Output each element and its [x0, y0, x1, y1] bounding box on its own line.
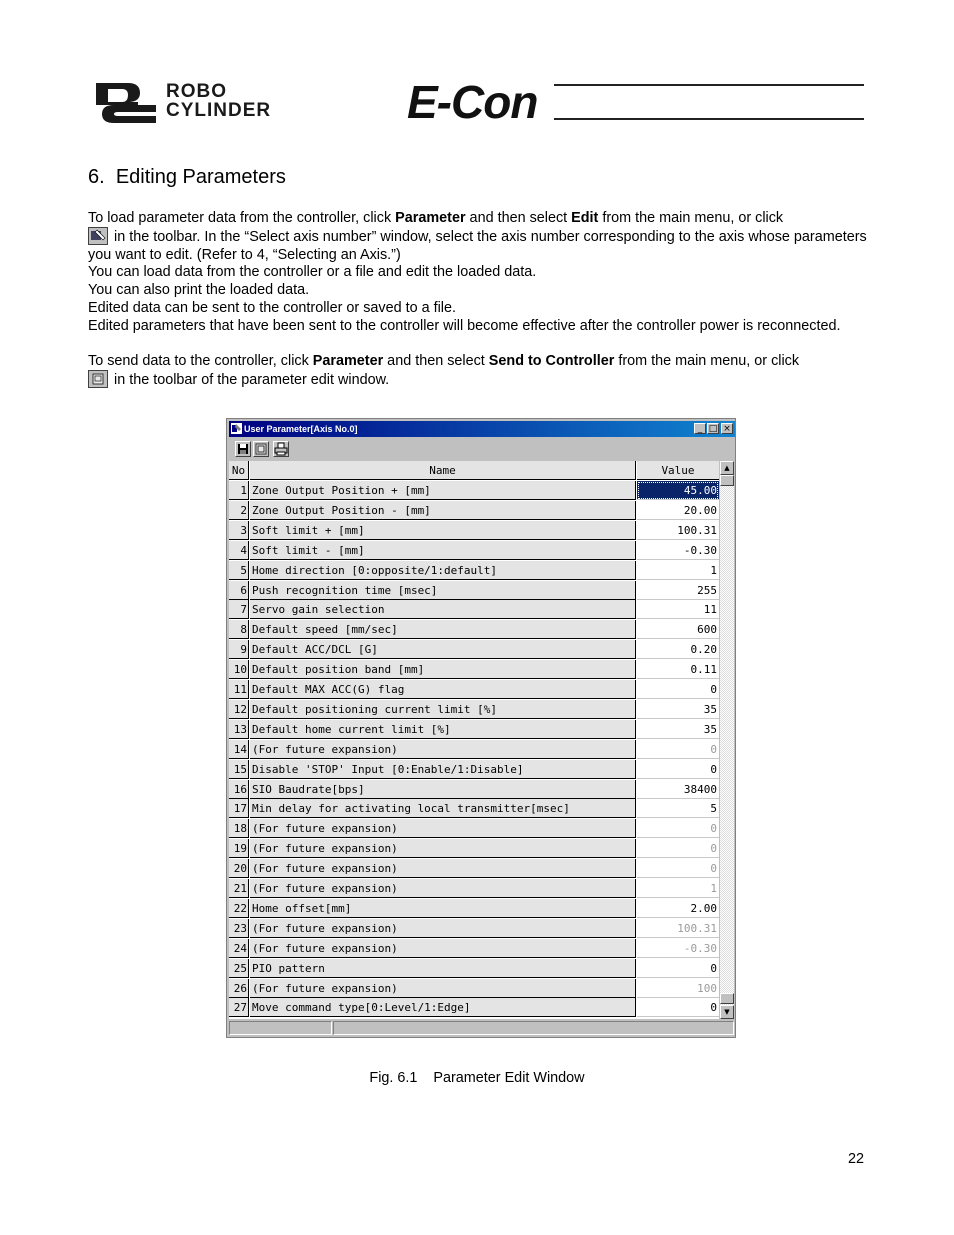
parameter-name: Disable 'STOP' Input [0:Enable/1:Disable] [250, 760, 636, 779]
parameter-value[interactable]: 0.11 [637, 660, 719, 679]
parameter-value[interactable]: 600 [637, 620, 719, 639]
parameter-value[interactable]: -0.30 [637, 541, 719, 560]
paragraph-load-edit: You can load data from the controller or a file and edit the loaded data. [88, 264, 537, 280]
parameter-name: Default home current limit [%] [250, 720, 636, 739]
scroll-down-button[interactable]: ▼ [720, 1005, 734, 1019]
table-row[interactable] [229, 581, 719, 601]
parameter-name: Default positioning current limit [%] [250, 700, 636, 719]
parameter-name: PIO pattern [250, 959, 636, 978]
row-number: 18 [229, 819, 249, 838]
app-icon [231, 423, 242, 434]
send-to-controller-icon [254, 442, 268, 456]
paragraph-effective: Edited parameters that have been sent to the controller will become effective after the controller power is reconnected. [88, 318, 841, 334]
parameter-name: (For future expansion) [250, 939, 636, 958]
row-number: 26 [229, 979, 249, 998]
parameter-value[interactable]: 1 [637, 561, 719, 580]
row-number: 9 [229, 640, 249, 659]
vertical-scrollbar[interactable] [720, 461, 734, 1019]
table-row[interactable] [229, 799, 719, 819]
parameter-name: (For future expansion) [250, 740, 636, 759]
parameter-table [229, 461, 719, 1019]
row-number: 5 [229, 561, 249, 580]
parameter-name: (For future expansion) [250, 819, 636, 838]
parameter-name: Default position band [mm] [250, 660, 636, 679]
table-row[interactable] [229, 501, 719, 521]
print-button[interactable] [273, 441, 289, 457]
header-rule-top [554, 84, 864, 86]
row-number: 12 [229, 700, 249, 719]
parameter-name: Soft limit - [mm] [250, 541, 636, 560]
save-button[interactable] [235, 441, 251, 457]
row-number: 25 [229, 959, 249, 978]
row-number: 1 [229, 481, 249, 500]
close-button[interactable]: × [721, 423, 733, 434]
parameter-name: Default ACC/DCL [G] [250, 640, 636, 659]
table-row[interactable] [229, 979, 719, 999]
table-header [229, 461, 719, 481]
table-row[interactable] [229, 939, 719, 959]
table-row[interactable] [229, 899, 719, 919]
parameter-name: Zone Output Position + [mm] [250, 481, 636, 500]
parameter-value[interactable]: 0.20 [637, 640, 719, 659]
send-to-controller-button[interactable] [253, 441, 269, 457]
row-number: 3 [229, 521, 249, 540]
row-number: 13 [229, 720, 249, 739]
table-row[interactable] [229, 521, 719, 541]
header-rule-bottom [554, 118, 864, 120]
row-number: 14 [229, 740, 249, 759]
parameter-name: (For future expansion) [250, 919, 636, 938]
parameter-value[interactable]: 0 [637, 680, 719, 699]
minimize-button[interactable]: _ [694, 423, 706, 434]
parameter-name: (For future expansion) [250, 859, 636, 878]
row-number: 27 [229, 998, 249, 1017]
table-row[interactable] [229, 819, 719, 839]
parameter-value[interactable]: 0 [637, 959, 719, 978]
parameter-name: Servo gain selection [250, 600, 636, 619]
parameter-value[interactable]: 11 [637, 600, 719, 619]
parameter-value[interactable]: 100 [637, 979, 719, 998]
parameter-value[interactable]: 45.00 [637, 481, 719, 500]
window-title: User Parameter[Axis No.0] [244, 424, 358, 434]
status-bar-pane-1 [229, 1021, 332, 1035]
table-row[interactable] [229, 740, 719, 760]
parameter-value[interactable]: 35 [637, 720, 719, 739]
robo-cylinder-wordmark: ROBO CYLINDER [166, 81, 272, 121]
parameter-value[interactable]: 100.31 [637, 521, 719, 540]
status-bar-pane-2 [333, 1021, 734, 1035]
row-number: 16 [229, 780, 249, 799]
scroll-thumb[interactable] [720, 475, 734, 486]
table-row[interactable] [229, 660, 719, 680]
parameter-name: (For future expansion) [250, 839, 636, 858]
table-row[interactable] [229, 541, 719, 561]
parameter-value[interactable]: 100.31 [637, 919, 719, 938]
table-row[interactable] [229, 720, 719, 740]
column-header-name[interactable]: Name [250, 461, 636, 480]
paragraph-print: You can also print the loaded data. [88, 282, 310, 298]
row-number: 20 [229, 859, 249, 878]
parameter-value[interactable]: 5 [637, 799, 719, 818]
table-row[interactable] [229, 959, 719, 979]
figure-caption: Fig. 6.1 Parameter Edit Window [369, 1070, 585, 1086]
table-row[interactable] [229, 859, 719, 879]
table-row[interactable] [229, 640, 719, 660]
parameter-value[interactable]: 2.00 [637, 899, 719, 918]
row-number: 8 [229, 620, 249, 639]
row-number: 24 [229, 939, 249, 958]
parameter-name: Zone Output Position - [mm] [250, 501, 636, 520]
parameter-value[interactable]: 38400 [637, 780, 719, 799]
column-header-value[interactable]: Value [637, 461, 719, 480]
parameter-value[interactable]: 1 [637, 879, 719, 898]
parameter-value[interactable]: 0 [637, 839, 719, 858]
table-row[interactable] [229, 919, 719, 939]
table-row[interactable] [229, 620, 719, 640]
scroll-up-button[interactable]: ▲ [720, 461, 734, 475]
parameter-value[interactable]: -0.30 [637, 939, 719, 958]
send-to-controller-icon [88, 370, 108, 388]
scroll-thumb-lower[interactable] [720, 993, 734, 1004]
section-heading: 6. Editing Parameters [88, 166, 286, 188]
row-number: 21 [229, 879, 249, 898]
parameter-value[interactable]: 0 [637, 819, 719, 838]
table-row[interactable] [229, 561, 719, 581]
parameter-name: Soft limit + [mm] [250, 521, 636, 540]
table-row[interactable] [229, 680, 719, 700]
parameter-name: Push recognition time [msec] [250, 581, 636, 600]
paragraph-load: To load parameter data from the controller, click Parameter and then select Edit from the main menu, or click in the toolbar. In the “Select axis number” window, select the axis number corresponding to the axis whose parameters you want to edit. (Refer to 4, “Selecting an Axis.”) [88, 210, 867, 263]
row-number: 7 [229, 600, 249, 619]
parameter-value[interactable]: 255 [637, 581, 719, 600]
print-icon [274, 442, 288, 456]
parameter-value[interactable]: 0 [637, 760, 719, 779]
edit-parameter-icon [88, 227, 108, 245]
parameter-value[interactable]: 0 [637, 998, 719, 1017]
paragraph-send: To send data to the controller, click Parameter and then select Send to Controller from the main menu, or click in the toolbar of the parameter edit window. [88, 353, 800, 388]
table-row[interactable] [229, 700, 719, 720]
parameter-value[interactable]: 20.00 [637, 501, 719, 520]
row-number: 23 [229, 919, 249, 938]
row-number: 10 [229, 660, 249, 679]
parameter-name: Default MAX ACC(G) flag [250, 680, 636, 699]
table-row[interactable] [229, 760, 719, 780]
maximize-button[interactable]: □ [708, 424, 718, 434]
paragraph-send-save: Edited data can be sent to the controller or saved to a file. [88, 300, 456, 316]
row-number: 22 [229, 899, 249, 918]
table-row[interactable] [229, 839, 719, 859]
parameter-value[interactable]: 0 [637, 859, 719, 878]
save-icon [236, 442, 250, 456]
row-number: 19 [229, 839, 249, 858]
table-row[interactable] [229, 481, 719, 501]
row-number: 17 [229, 799, 249, 818]
robo-cylinder-logo [94, 81, 158, 124]
table-row[interactable] [229, 600, 719, 620]
econ-logo: E-Con [407, 76, 538, 128]
parameter-name: Min delay for activating local transmitter[msec] [250, 799, 636, 818]
parameter-name: Home offset[mm] [250, 899, 636, 918]
row-number: 4 [229, 541, 249, 560]
page-number: 22 [848, 1151, 865, 1167]
parameter-value[interactable]: 0 [637, 740, 719, 759]
table-row[interactable] [229, 998, 719, 1018]
row-number: 11 [229, 680, 249, 699]
parameter-value[interactable]: 35 [637, 700, 719, 719]
table-row[interactable] [229, 780, 719, 800]
parameter-name: (For future expansion) [250, 879, 636, 898]
parameter-name: Home direction [0:opposite/1:default] [250, 561, 636, 580]
parameter-name: Default speed [mm/sec] [250, 620, 636, 639]
row-number: 2 [229, 501, 249, 520]
parameter-name: (For future expansion) [250, 979, 636, 998]
parameter-name: Move command type[0:Level/1:Edge] [250, 998, 636, 1017]
parameter-name: SIO Baudrate[bps] [250, 780, 636, 799]
row-number: 15 [229, 760, 249, 779]
row-number: 6 [229, 581, 249, 600]
table-row[interactable] [229, 879, 719, 899]
column-header-no[interactable]: No [229, 461, 249, 480]
